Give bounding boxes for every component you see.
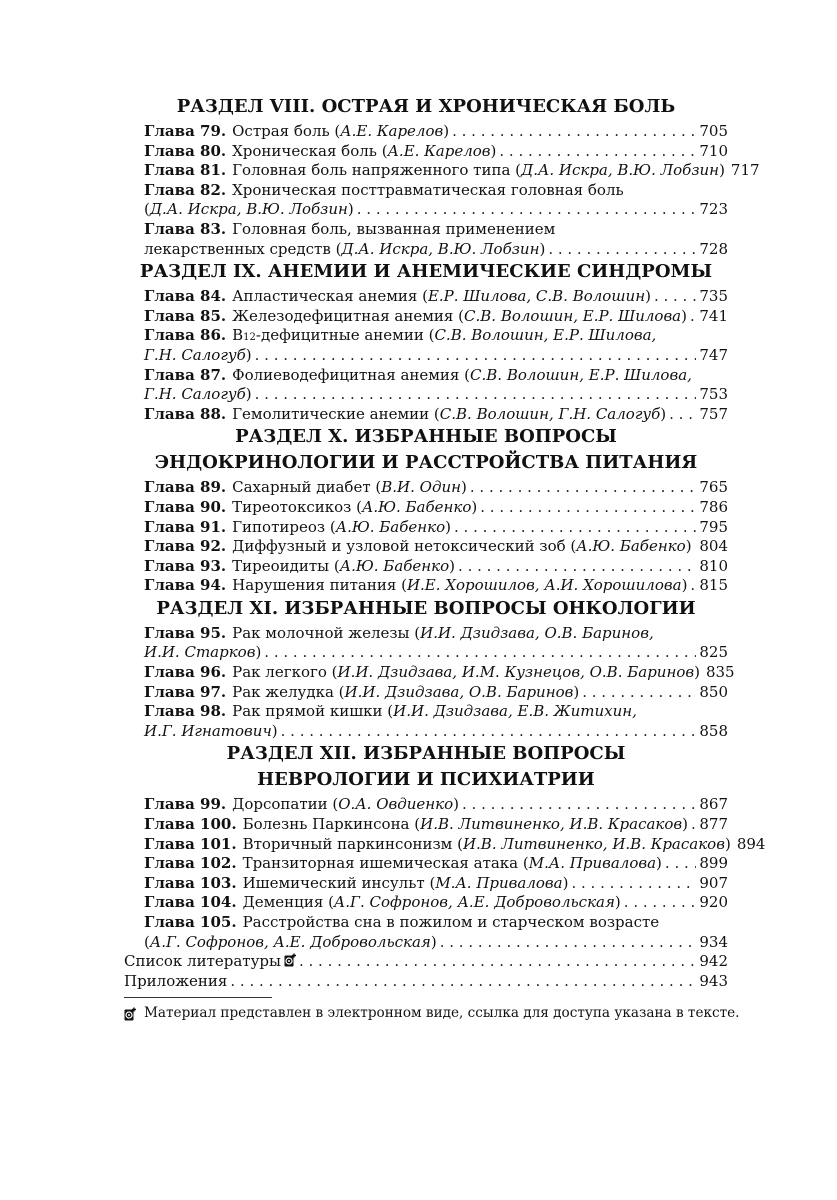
toc-entry[interactable] bbox=[124, 287, 728, 307]
chapter-authors: И.Е. Хорошилов, А.И. Хорошилова bbox=[406, 576, 682, 595]
page-number: 943 bbox=[699, 971, 728, 990]
chapter-authors: И.И. Дзидзава, О.В. Баринов bbox=[344, 682, 574, 701]
dot-leader bbox=[458, 557, 696, 577]
toc-entry[interactable] bbox=[124, 366, 728, 405]
dot-leader bbox=[499, 142, 696, 162]
chapter-number: Глава 105. bbox=[144, 913, 237, 931]
page-number: 804 bbox=[699, 537, 728, 556]
toc-entry[interactable] bbox=[124, 498, 728, 518]
dot-leader bbox=[281, 722, 697, 742]
toc-entry-line: Глава 100. Болезнь Паркинсона ( И.В. Литвиненко, И.В. Красаков ) . . . 877 bbox=[144, 815, 728, 835]
toc-entry-line: И.И. Старков ) . . . 825 bbox=[144, 643, 728, 663]
chapter-authors-continued: И.И. Старков bbox=[144, 643, 256, 662]
chapter-authors: С.В. Волошин, Е.Р. Шилова, bbox=[470, 365, 692, 384]
chapter-number: Глава 80. bbox=[144, 141, 227, 160]
section-title: РАЗДЕЛ IX. АНЕМИИ И АНЕМИЧЕСКИЕ СИНДРОМЫ bbox=[139, 261, 713, 283]
chapter-title: Гемолитические анемии bbox=[232, 404, 430, 423]
footnote-rule bbox=[124, 997, 272, 998]
page-number: 710 bbox=[699, 141, 728, 160]
chapter-authors: А.Г. Софронов, А.Е. Добровольская bbox=[333, 893, 615, 912]
page-number: 894 bbox=[736, 834, 766, 853]
chapter-title: Болезнь Паркинсона bbox=[242, 815, 410, 834]
toc-entry-line: Глава 97. Рак желудка ( И.И. Дзидзава, О.В. Баринов ) . . . 850 bbox=[144, 683, 728, 703]
chapter-number: Глава 103. bbox=[144, 873, 237, 892]
toc-section bbox=[124, 426, 728, 596]
dot-leader bbox=[695, 537, 697, 557]
chapter-title: Головная боль напряженного типа bbox=[232, 161, 511, 180]
chapter-title: Деменция bbox=[242, 893, 324, 912]
toc-entry[interactable] bbox=[124, 972, 728, 992]
page-number: 907 bbox=[699, 873, 728, 892]
toc-entry-line: Глава 87. Фолиеводефицитная анемия ( С.В. Волошин, Е.Р. Шилова, bbox=[144, 365, 692, 384]
toc-section bbox=[124, 96, 760, 259]
chapter-number: Глава 96. bbox=[144, 663, 227, 682]
page-number: 934 bbox=[699, 932, 728, 951]
dot-leader bbox=[470, 478, 696, 498]
toc-section bbox=[124, 743, 766, 952]
chapter-number: Глава 81. bbox=[144, 161, 227, 180]
page-number: 741 bbox=[699, 306, 728, 325]
page-number: 815 bbox=[699, 576, 728, 595]
chapter-authors: О.А. Овдиенко bbox=[338, 795, 454, 814]
toc-entry[interactable] bbox=[124, 683, 728, 703]
toc-entry-line: Глава 90. Тиреотоксикоз ( А.Ю. Бабенко ) . . . 786 bbox=[144, 498, 728, 518]
toc-entry-line: Глава 84. Апластическая анемия ( Е.Р. Шилова, С.В. Волошин ) . . . 735 bbox=[144, 287, 728, 307]
dot-leader bbox=[691, 815, 696, 835]
toc-entry[interactable] bbox=[124, 663, 735, 683]
dot-leader bbox=[462, 795, 696, 815]
dot-leader bbox=[230, 972, 696, 992]
toc-entry-line: Глава 86. B 12 -дефицитные анемии ( С.В. Волошин, Е.Р. Шилова, bbox=[144, 326, 657, 345]
toc-entry[interactable] bbox=[124, 142, 728, 162]
chapter-authors: В.И. Один bbox=[381, 478, 462, 497]
toc-entry-line: Глава 103. Ишемический инсульт ( М.А. Привалова ) . . . 907 bbox=[144, 874, 728, 894]
chapter-number: Глава 85. bbox=[144, 306, 227, 325]
chapter-title: Головная боль, вызванная применением bbox=[232, 219, 556, 238]
toc-entry[interactable] bbox=[124, 874, 728, 894]
footnote-text: Материал представлен в электронном виде, ссылка для доступа указана в тексте. bbox=[144, 1005, 740, 1022]
chapter-authors: А.Г. Софронов, А.Е. Добровольская bbox=[149, 932, 431, 951]
toc-entry-line: Глава 96. Рак легкого ( И.И. Дзидзава, И.М. Кузнецов, О.В. Баринов ) 835 bbox=[144, 663, 735, 682]
dot-leader bbox=[654, 287, 696, 307]
chapter-number: Глава 87. bbox=[144, 365, 227, 384]
toc-entry[interactable] bbox=[124, 815, 728, 835]
chapter-authors: А.Ю. Бабенко bbox=[335, 517, 446, 536]
toc-section bbox=[124, 261, 728, 424]
chapter-number: Глава 99. bbox=[144, 795, 227, 814]
chapter-title: Хроническая боль bbox=[232, 141, 377, 160]
toc-entry-line: Глава 81. Головная боль напряженного типа ( Д.А. Искра, В.Ю. Лобзин ) 717 bbox=[144, 161, 760, 180]
page-number: 920 bbox=[699, 893, 728, 912]
chapter-title: -дефицитные анемии bbox=[255, 326, 424, 345]
toc-entry[interactable] bbox=[124, 478, 728, 498]
toc-entry[interactable] bbox=[124, 557, 728, 577]
page-number: 877 bbox=[699, 815, 728, 834]
chapter-authors: И.И. Дзидзава, И.М. Кузнецов, О.В. Баринов bbox=[337, 663, 695, 682]
section-title: РАЗДЕЛ VIII. ОСТРАЯ И ХРОНИЧЕСКАЯ БОЛЬ bbox=[176, 96, 676, 117]
dot-leader bbox=[440, 933, 697, 953]
toc-section bbox=[124, 597, 735, 742]
chapter-title: Диффузный и узловой нетоксический зоб bbox=[232, 537, 566, 556]
toc-entry[interactable] bbox=[124, 795, 728, 815]
chapter-authors: И.В. Литвиненко, И.В. Красаков bbox=[420, 815, 683, 834]
toc-entry-line: ( А.Г. Софронов, А.Е. Добровольская ) . . . 934 bbox=[144, 933, 728, 953]
page-number: 723 bbox=[699, 200, 728, 219]
chapter-number: Глава 100. bbox=[144, 815, 237, 834]
dot-leader bbox=[255, 385, 697, 405]
toc-entry[interactable] bbox=[124, 181, 728, 220]
chapter-title: Расстройства сна в пожилом и старческом возрасте bbox=[242, 913, 660, 931]
chapter-title: Фолиеводефицитная анемия bbox=[232, 365, 460, 384]
chapter-authors: М.А. Привалова bbox=[528, 854, 657, 873]
chapter-title: Тиреотоксикоз bbox=[232, 497, 352, 516]
dot-leader bbox=[452, 122, 696, 142]
chapter-authors: С.В. Волошин, Е.Р. Шилова bbox=[464, 306, 682, 325]
toc-entry-line: Глава 79. Острая боль ( А.Е. Карелов ) . . . 705 bbox=[144, 122, 728, 142]
toc-entry-line: Глава 101. Вторичный паркинсонизм ( И.В. Литвиненко, И.В. Красаков ) 894 bbox=[144, 834, 766, 853]
toc-entry[interactable] bbox=[124, 326, 728, 365]
table-of-contents bbox=[124, 96, 766, 1022]
page-number: 867 bbox=[699, 795, 728, 814]
chapter-authors: Е.Р. Шилова, С.В. Волошин bbox=[427, 287, 646, 306]
page-number: 850 bbox=[699, 682, 728, 701]
chapter-authors: Д.А. Искра, В.Ю. Лобзин bbox=[341, 239, 540, 258]
page-number: 899 bbox=[699, 854, 728, 873]
chapter-authors: А.Ю. Бабенко bbox=[361, 497, 472, 516]
dot-leader bbox=[690, 307, 696, 327]
toc-entry[interactable] bbox=[124, 576, 728, 596]
toc-entry[interactable] bbox=[124, 893, 728, 913]
chapter-title: Ишемический инсульт bbox=[242, 873, 425, 892]
chapter-number: Глава 104. bbox=[144, 893, 237, 912]
chapter-authors: И.И. Дзидзава, О.В. Баринов, bbox=[420, 623, 654, 642]
dot-leader bbox=[669, 405, 696, 425]
chapter-title-continued: лекарственных средств bbox=[144, 239, 331, 258]
chapter-number: Глава 94. bbox=[144, 576, 227, 595]
chapter-number: Глава 83. bbox=[144, 219, 227, 238]
toc-entry[interactable] bbox=[124, 537, 728, 557]
chapter-authors: Д.А. Искра, В.Ю. Лобзин bbox=[521, 161, 720, 180]
toc-entry[interactable] bbox=[124, 834, 766, 855]
chapter-title-prefix: B bbox=[232, 326, 244, 345]
chapter-number: Глава 89. bbox=[144, 478, 227, 497]
toc-entry-line: Глава 95. Рак молочной железы ( И.И. Дзидзава, О.В. Баринов, bbox=[144, 623, 654, 642]
toc-entry[interactable] bbox=[124, 952, 728, 972]
toc-entry-line: Г.Н. Салогуб ) . . . 753 bbox=[144, 385, 728, 405]
chapter-authors: А.Ю. Бабенко bbox=[576, 537, 686, 556]
toc-entry-line: И.Г. Игнатович ) . . . 858 bbox=[144, 722, 728, 742]
dot-leader bbox=[548, 240, 696, 260]
dot-leader bbox=[299, 952, 696, 972]
chapter-authors-continued: И.Г. Игнатович bbox=[144, 721, 272, 740]
chapter-number: Глава 97. bbox=[144, 682, 227, 701]
toc-entry[interactable] bbox=[124, 518, 728, 538]
dot-leader bbox=[480, 498, 696, 518]
chapter-authors-continued: Г.Н. Салогуб bbox=[144, 345, 246, 364]
toc-entry-line: Глава 89. Сахарный диабет ( В.И. Один ) . . . 765 bbox=[144, 478, 728, 498]
toc-entry[interactable] bbox=[124, 913, 728, 952]
chapter-authors: И.И. Дзидзава, Е.В. Житихин, bbox=[393, 702, 637, 721]
toc-entry-line: лекарственных средств ( Д.А. Искра, В.Ю. Лобзин ) . . . 728 bbox=[144, 240, 728, 260]
electronic-material-icon bbox=[124, 1007, 136, 1020]
toc-entry-line: Глава 93. Тиреоидиты ( А.Ю. Бабенко ) . . . 810 bbox=[144, 557, 728, 577]
chapter-authors: С.В. Волошин, Г.Н. Салогуб bbox=[439, 404, 661, 423]
chapter-number: Глава 101. bbox=[144, 834, 237, 853]
page-number: 810 bbox=[699, 556, 728, 575]
page-number: 942 bbox=[699, 952, 728, 971]
toc-entry-line: Глава 92. Диффузный и узловой нетоксический зоб ( А.Ю. Бабенко ) . . . 804 bbox=[144, 537, 728, 557]
page-number: 717 bbox=[730, 161, 760, 180]
page-number: 728 bbox=[699, 239, 728, 258]
chapter-title: Железодефицитная анемия bbox=[232, 306, 454, 325]
toc-entry[interactable] bbox=[124, 122, 728, 142]
page-number: 786 bbox=[699, 497, 728, 516]
page-number: 765 bbox=[699, 478, 728, 497]
footnote bbox=[124, 1004, 740, 1022]
toc-entry[interactable] bbox=[124, 161, 760, 181]
toc-entry[interactable] bbox=[124, 702, 728, 741]
toc-entry-line bbox=[144, 220, 728, 240]
chapter-title: Дорсопатии bbox=[232, 795, 328, 814]
chapter-number: Глава 90. bbox=[144, 497, 227, 516]
chapter-title: Сахарный диабет bbox=[232, 478, 371, 497]
toc-entry[interactable] bbox=[124, 307, 728, 327]
toc-entry-line: Глава 104. Деменция ( А.Г. Софронов, А.Е. Добровольская ) . . . 920 bbox=[144, 893, 728, 913]
chapter-number: Глава 93. bbox=[144, 556, 227, 575]
dot-leader bbox=[357, 200, 697, 220]
dot-leader bbox=[665, 854, 696, 874]
chapter-title: Нарушения питания bbox=[232, 576, 397, 595]
chapter-title: Апластическая анемия bbox=[232, 287, 418, 306]
toc-entry-line: Глава 99. Дорсопатии ( О.А. Овдиенко ) . . . 867 bbox=[144, 795, 728, 815]
chapter-number: Глава 88. bbox=[144, 404, 227, 423]
dot-leader bbox=[454, 518, 696, 538]
toc-entry-line bbox=[144, 181, 728, 201]
toc-entry[interactable] bbox=[124, 405, 728, 425]
dot-leader bbox=[582, 683, 696, 703]
chapter-number: Глава 84. bbox=[144, 287, 227, 306]
chapter-number: Глава 82. bbox=[144, 180, 227, 199]
section-title: РАЗДЕЛ XII. ИЗБРАННЫЕ ВОПРОСЫ bbox=[226, 743, 626, 765]
chapter-authors: М.А. Привалова bbox=[435, 873, 563, 892]
chapter-number: Глава 98. bbox=[144, 702, 227, 721]
toc-entry[interactable] bbox=[124, 220, 728, 259]
toc-entry-label: Приложения bbox=[124, 971, 228, 990]
toc-entry-line: Г.Н. Салогуб ) . . . 747 bbox=[144, 346, 728, 366]
dot-leader bbox=[264, 643, 696, 663]
page-number: 858 bbox=[699, 721, 728, 740]
toc-entry[interactable] bbox=[124, 624, 728, 663]
chapter-title: Рак прямой кишки bbox=[232, 702, 383, 721]
chapter-title: Гипотиреоз bbox=[232, 517, 326, 536]
section-title: НЕВРОЛОГИИ И ПСИХИАТРИИ bbox=[257, 769, 595, 791]
page-number: 705 bbox=[699, 122, 728, 140]
chapter-title: Острая боль bbox=[232, 122, 330, 140]
chapter-number: Глава 102. bbox=[144, 854, 237, 873]
page-number: 735 bbox=[699, 287, 728, 306]
toc-entry-line: Глава 98. Рак прямой кишки ( И.И. Дзидзава, Е.В. Житихин, bbox=[144, 702, 637, 721]
page-number: 795 bbox=[699, 517, 728, 536]
chapter-number: Глава 91. bbox=[144, 517, 227, 536]
toc-entry-line: ( Д.А. Искра, В.Ю. Лобзин ) . . . 723 bbox=[144, 200, 728, 220]
toc-entry-line: Глава 88. Гемолитические анемии ( С.В. Волошин, Г.Н. Салогуб ) . . . 757 bbox=[144, 405, 728, 425]
chapter-title: Рак молочной железы bbox=[232, 623, 410, 642]
page-number: 747 bbox=[699, 345, 728, 364]
chapter-authors: А.Е. Карелов bbox=[340, 122, 444, 140]
toc-entry-label: Список литературы bbox=[124, 952, 281, 971]
dot-leader bbox=[690, 576, 696, 596]
chapter-authors: С.В. Волошин, Е.Р. Шилова, bbox=[434, 326, 657, 345]
chapter-title: Хроническая посттравматическая головная боль bbox=[232, 180, 624, 199]
chapter-title: Тиреоидиты bbox=[232, 556, 330, 575]
page-number: 825 bbox=[699, 643, 728, 662]
chapter-number: Глава 79. bbox=[144, 122, 227, 140]
chapter-authors: А.Е. Карелов bbox=[387, 141, 491, 160]
dot-leader bbox=[571, 874, 696, 894]
section-title: РАЗДЕЛ X. ИЗБРАННЫЕ ВОПРОСЫ bbox=[235, 426, 617, 448]
toc-entry[interactable] bbox=[124, 854, 728, 874]
section-title: РАЗДЕЛ XI. ИЗБРАННЫЕ ВОПРОСЫ ОНКОЛОГИИ bbox=[156, 597, 696, 619]
chapter-authors: Д.А. Искра, В.Ю. Лобзин bbox=[149, 200, 348, 219]
section-title: ЭНДОКРИНОЛОГИИ И РАССТРОЙСТВА ПИТАНИЯ bbox=[154, 452, 698, 474]
toc-entry-line: Глава 91. Гипотиреоз ( А.Ю. Бабенко ) . . . 795 bbox=[144, 518, 728, 538]
toc-entry-line: Глава 80. Хроническая боль ( А.Е. Карелов ) . . . 710 bbox=[144, 142, 728, 162]
chapter-title: Транзиторная ишемическая атака bbox=[242, 854, 519, 873]
chapter-authors: А.Ю. Бабенко bbox=[339, 556, 450, 575]
dot-leader bbox=[624, 893, 697, 913]
page-number: 757 bbox=[699, 404, 728, 423]
chapter-authors-continued: Г.Н. Салогуб bbox=[144, 385, 246, 404]
chapter-number: Глава 86. bbox=[144, 326, 227, 345]
chapter-number: Глава 92. bbox=[144, 537, 227, 556]
toc-entry-line: Глава 85. Железодефицитная анемия ( С.В. Волошин, Е.Р. Шилова ) . . . 741 bbox=[144, 307, 728, 327]
chapter-number: Глава 95. bbox=[144, 623, 227, 642]
electronic-material-icon bbox=[284, 953, 296, 966]
chapter-title: Вторичный паркинсонизм bbox=[242, 834, 453, 853]
toc-entry-line bbox=[144, 913, 728, 933]
chapter-title: Рак легкого bbox=[232, 663, 327, 682]
dot-leader bbox=[255, 346, 697, 366]
chapter-title: Рак желудка bbox=[232, 682, 334, 701]
chapter-authors: И.В. Литвиненко, И.В. Красаков bbox=[462, 834, 725, 853]
toc-entry-line: Глава 94. Нарушения питания ( И.Е. Хорошилов, А.И. Хорошилова ) . . . 815 bbox=[144, 576, 728, 596]
page-number: 835 bbox=[705, 663, 735, 682]
page-number: 753 bbox=[699, 385, 728, 404]
toc-entry-line: Глава 102. Транзиторная ишемическая атака ( М.А. Привалова ) . . . 899 bbox=[144, 854, 728, 874]
